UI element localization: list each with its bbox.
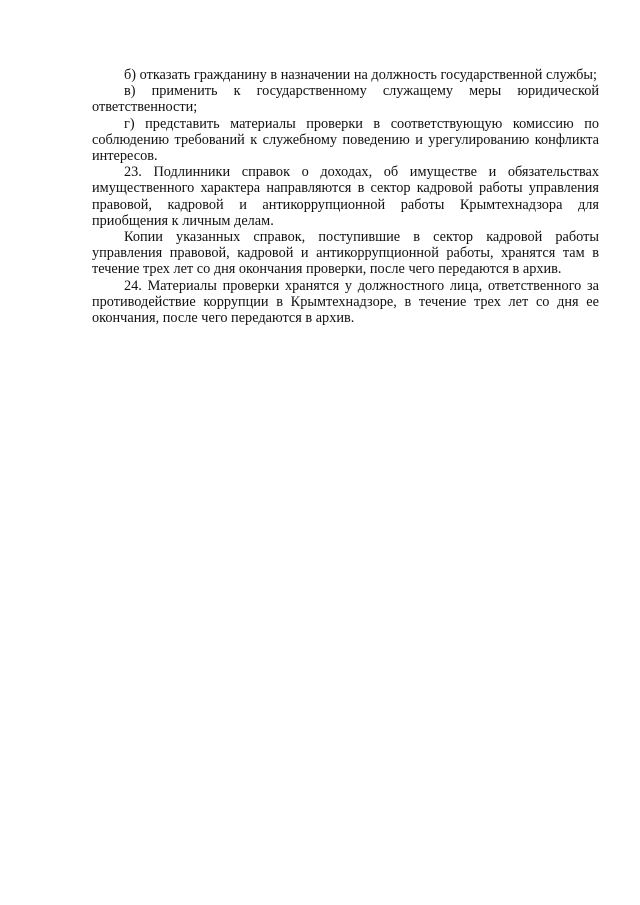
paragraph-v-legal-liability: в) применить к государственному служащему меры юридической ответственности;	[92, 83, 599, 116]
paragraph-copies-storage: Копии указанных справок, поступившие в сектор кадровой работы управления правовой, кадровой и антикоррупционной работы, хранятся там в течение трех лет со дня окончания проверки, после чего передаются в архив.	[92, 229, 599, 278]
paragraph-23-originals: 23. Подлинники справок о доходах, об имуществе и обязательствах имущественного характера направляются в сектор кадровой работы управления правовой, кадровой и антикоррупционной работы Крымтехнадзора для приобщения к личным делам.	[92, 164, 599, 229]
document-body	[92, 67, 599, 326]
paragraph-b-refuse-appointment: б) отказать гражданину в назначении на должность государственной службы;	[124, 67, 597, 83]
paragraph-24-materials-storage: 24. Материалы проверки хранятся у должностного лица, ответственного за противодействие коррупции в Крымтехнадзоре, в течение трех лет со дня ее окончания, после чего передаются в архив.	[92, 277, 599, 327]
paragraph-g-submit-to-commission: г) представить материалы проверки в соответствующую комиссию по соблюдению требований к служебному поведению и урегулированию конфликта интересов.	[92, 115, 599, 165]
